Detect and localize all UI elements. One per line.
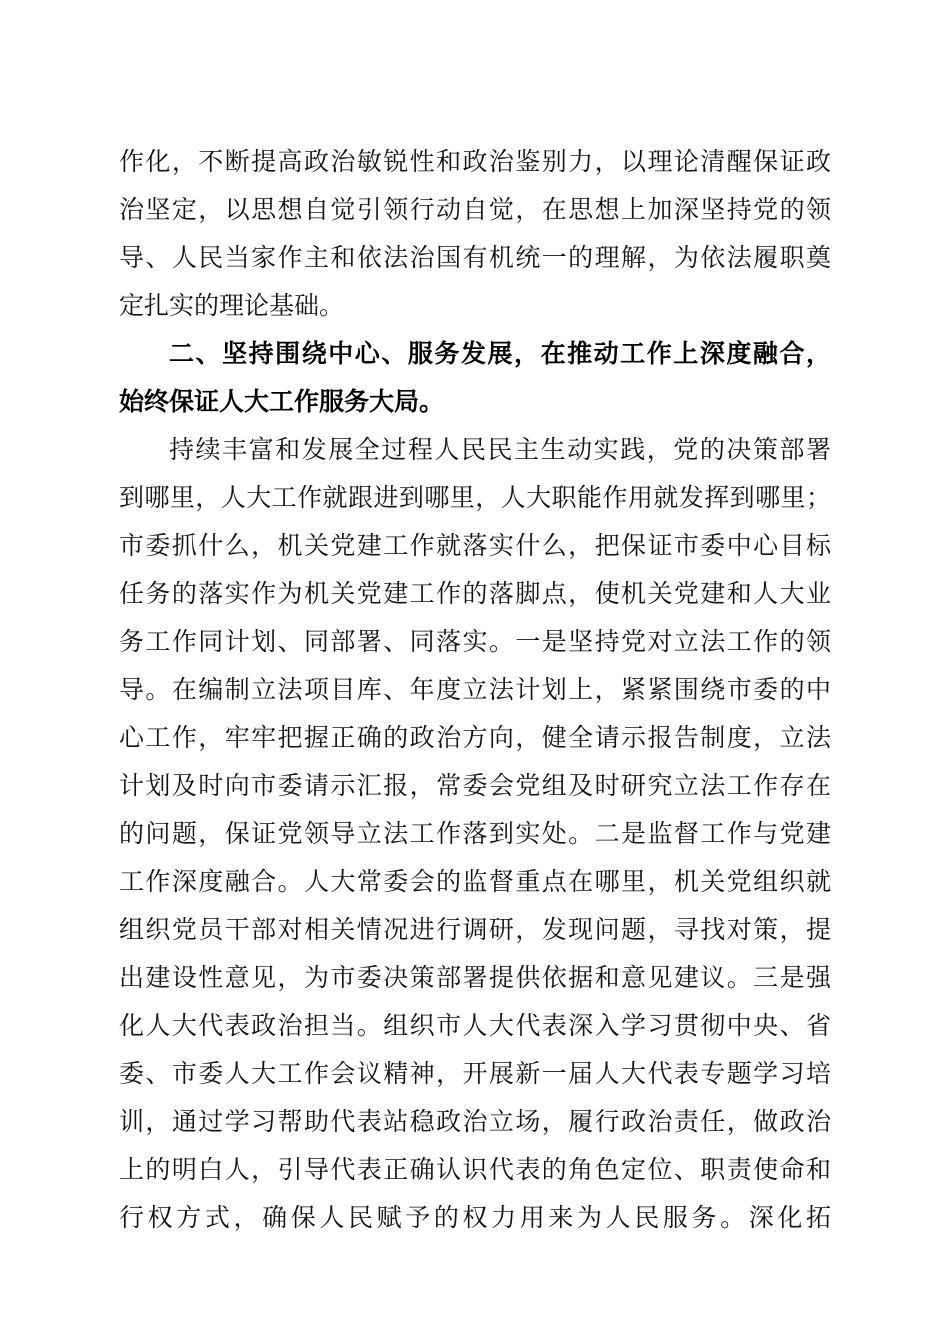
body-line-9: 的问题，保证党领导立法工作落到实处。二是监督工作与党建	[119, 819, 831, 848]
body-line-3: 市委抓什么，机关党建工作就落实什么，把保证市委中心目标	[119, 531, 831, 560]
body-line-14: 委、市委人大工作会议精神，开展新一届人大代表专题学习培	[119, 1059, 831, 1088]
section-heading-line-1: 二、坚持围绕中心、服务发展，在推动工作上深度融合，	[169, 339, 831, 368]
body-line-2: 到哪里，人大工作就跟进到哪里，人大职能作用就发挥到哪里；	[119, 483, 831, 512]
body-line-13: 化人大代表政治担当。组织市人大代表深入学习贯彻中央、省	[119, 1011, 831, 1040]
body-line-12: 出建设性意见，为市委决策部署提供依据和意见建议。三是强	[119, 963, 831, 992]
section-heading-line-2: 始终保证人大工作服务大局。	[119, 387, 445, 416]
body-line-7: 心工作，牢牢把握正确的政治方向，健全请示报告制度，立法	[119, 723, 831, 752]
body-line-1: 持续丰富和发展全过程人民民主生动实践，党的决策部署	[169, 435, 831, 464]
body-line-5: 务工作同计划、同部署、同落实。一是坚持党对立法工作的领	[119, 627, 831, 656]
body-line-4: 任务的落实作为机关党建工作的落脚点，使机关党建和人大业	[119, 579, 831, 608]
body-line-16: 上的明白人，引导代表正确认识代表的角色定位、职责使命和	[119, 1155, 831, 1184]
body-line-8: 计划及时向市委请示汇报，常委会党组及时研究立法工作存在	[119, 771, 831, 800]
body-line-6: 导。在编制立法项目库、年度立法计划上，紧紧围绕市委的中	[119, 675, 831, 704]
body-line-17: 行权方式，确保人民赋予的权力用来为人民服务。深化拓	[119, 1203, 831, 1232]
body-line-11: 组织党员干部对相关情况进行调研，发现问题，寻找对策，提	[119, 915, 831, 944]
intro-line-3: 导、人民当家作主和依法治国有机统一的理解，为依法履职奠	[119, 243, 831, 272]
body-line-15: 训，通过学习帮助代表站稳政治立场，履行政治责任，做政治	[119, 1107, 831, 1136]
intro-line-2: 治坚定，以思想自觉引领行动自觉，在思想上加深坚持党的领	[119, 195, 831, 224]
intro-line-4: 定扎实的理论基础。	[119, 291, 345, 320]
intro-line-1: 作化，不断提高政治敏锐性和政治鉴别力，以理论清醒保证政	[119, 147, 831, 176]
body-line-10: 工作深度融合。人大常委会的监督重点在哪里，机关党组织就	[119, 867, 831, 896]
